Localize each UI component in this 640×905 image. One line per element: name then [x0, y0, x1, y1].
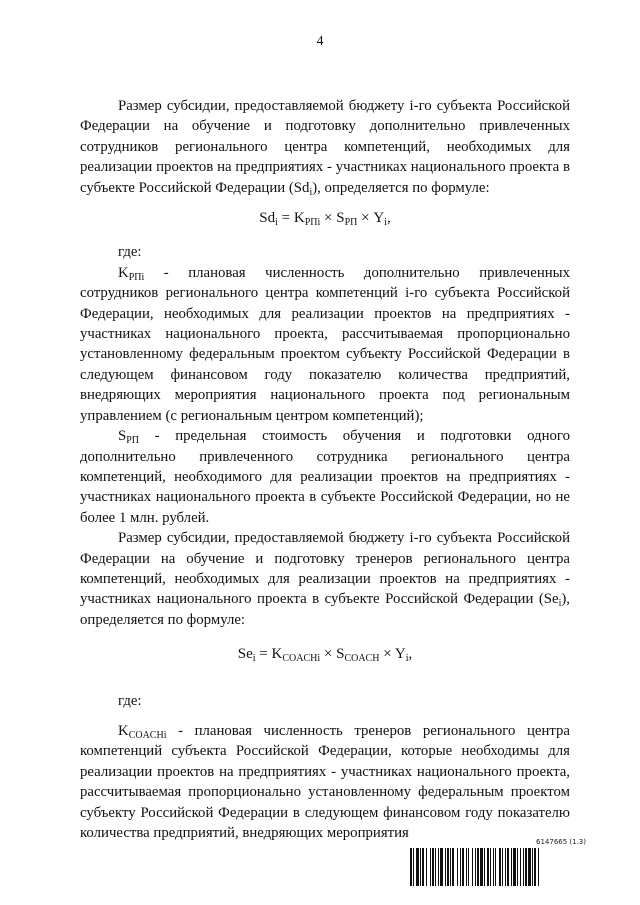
subscript: COACHi [128, 729, 167, 741]
formula-term: × S [320, 210, 345, 227]
definition-symbol: K [118, 264, 129, 281]
formula-se [80, 644, 570, 664]
subscript: COACH [344, 653, 380, 665]
paragraph-subsidy-se [80, 528, 570, 630]
where-label: где: [118, 244, 142, 261]
subscript: РПi [128, 271, 145, 283]
formula-term: × Y [357, 210, 385, 227]
formula-term: = K [277, 210, 305, 227]
formula-term: × S [320, 646, 345, 663]
paragraph-text: Размер субсидии, предоставляемой бюджету i-го субъекта Российской Федерации на обучение и подготовку дополнительно привлеченных сотрудников регионального центра компетенций, необходимых для реализации проектов на предприятиях - участниках национального проекта в субъекте Российской Федерации (Sd [80, 98, 570, 196]
formula-end: , [386, 210, 391, 227]
definition-symbol: K [118, 722, 129, 739]
body-text [80, 96, 570, 843]
barcode-id: 6147665 (1.3) [536, 838, 586, 846]
definition-text: - предельная стоимость обучения и подготовки одного дополнительно привлеченного сотрудника регионального центра компетенций, необходимого для реализации проектов на предприятиях - участниках национального проекта в субъекте Российской Федерации, но не более 1 млн. рублей. [80, 428, 570, 526]
barcode-block [410, 838, 586, 892]
formula-lhs: Se [237, 646, 253, 663]
formula-sd [80, 208, 570, 228]
formula-end: , [408, 646, 413, 663]
subscript: COACHi [282, 653, 321, 665]
barcode-image [410, 848, 586, 886]
definition-symbol: S [118, 428, 127, 445]
subscript: i [252, 653, 256, 665]
formula-lhs: Sd [259, 210, 276, 227]
paragraph-text-end: ), определяется по формуле: [80, 591, 570, 628]
subscript: РП [126, 435, 140, 447]
subscript: i [405, 653, 409, 665]
paragraph-text: Размер субсидии, предоставляемой бюджету i-го субъекта Российской Федерации на обучение и подготовку тренеров регионального центра компетенций, необходимых для реализации проектов на предприятиях - участниках национального проекта в субъекте Российской Федерации (Se [80, 530, 570, 608]
definition-k-coach [80, 721, 570, 843]
subscript: i [384, 217, 387, 229]
paragraph-text-end: ), определяется по формуле: [312, 179, 490, 196]
paragraph-subsidy-sd [80, 96, 570, 198]
definition-k-rp [80, 263, 570, 426]
subscript: i [309, 186, 313, 198]
definition-text: - плановая численность тренеров регионального центра компетенций субъекта Российской Федерации, которые необходимы для реализации проектов на предприятиях - участниках национального проекта, рассчитываемая пропорционально установленному федеральным проектом субъекту Российской Федерации в следующем финансовом году показателю количества предприятий, внедряющих мероприятия [80, 722, 570, 841]
formula-term: = K [255, 646, 283, 663]
definition-s-rp [80, 426, 570, 528]
subscript: РП [344, 217, 358, 229]
where-label: где: [118, 692, 142, 709]
definition-text: - плановая численность дополнительно привлеченных сотрудников регионального центра компетенций i-го субъекта Российской Федерации, необходимых для реализации проектов на предприятиях - участниках национального проекта, рассчитываемая пропорционально установленному федеральным проектом субъекту Российской Федерации в следующем финансовом году показателю количества предприятий, внедряющих мероприятия национального проекта под региональным управлением (с региональным центром компетенций); [80, 264, 570, 424]
subscript: РПi [304, 217, 321, 229]
page-number: 4 [316, 34, 324, 49]
formula-term: × Y [379, 646, 406, 663]
subscript: i [275, 217, 278, 229]
subscript: i [558, 598, 562, 610]
